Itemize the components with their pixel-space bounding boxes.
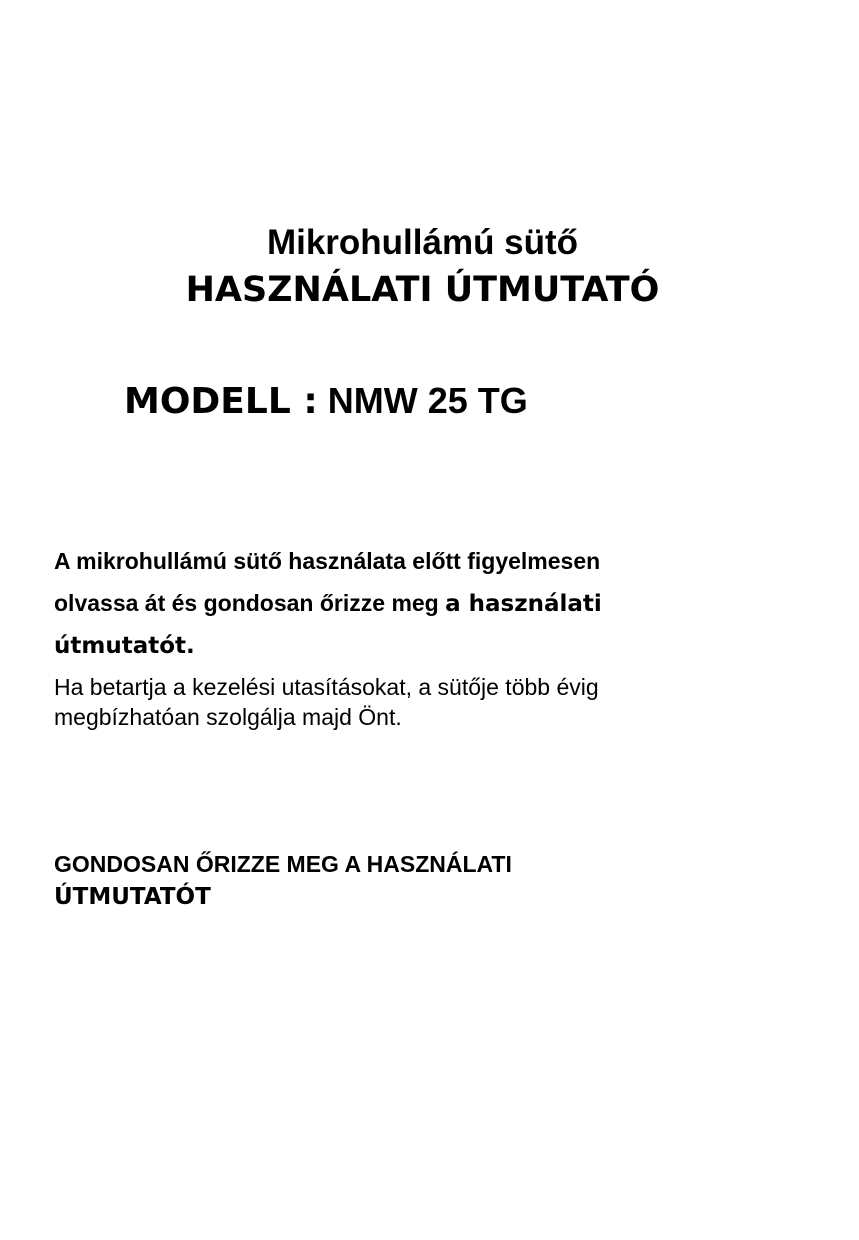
model-label: MODELL : <box>124 381 318 422</box>
document-title: Mikrohullámú sütő <box>266 223 579 262</box>
body-line-1: Ha betartja a kezelési utasításokat, a sütője több évig <box>54 674 599 700</box>
intro-line-2-start: olvassa át és gondosan őrizze meg <box>54 590 446 616</box>
intro-warning <box>54 540 774 667</box>
intro-line-1: A mikrohullámú sütő használata előtt figyelmesen <box>54 548 601 574</box>
intro-line-3: útmutatót. <box>54 633 195 659</box>
body-line-2: megbízhatóan szolgálja majd Önt. <box>54 704 402 730</box>
keep-notice-line-1: GONDOSAN ŐRIZZE MEG A HASZNÁLATI <box>54 851 512 877</box>
keep-notice-line-2: ÚTMUTATÓT <box>54 884 211 910</box>
intro-line-2 <box>54 582 774 625</box>
intro-line-2-end: a használati <box>445 591 602 617</box>
document-subtitle: HASZNÁLATI ÚTMUTATÓ <box>185 270 660 310</box>
model-value: NMW 25 TG <box>327 380 528 421</box>
model-heading <box>124 378 528 425</box>
body-paragraph <box>54 672 774 732</box>
keep-manual-notice <box>54 848 774 914</box>
